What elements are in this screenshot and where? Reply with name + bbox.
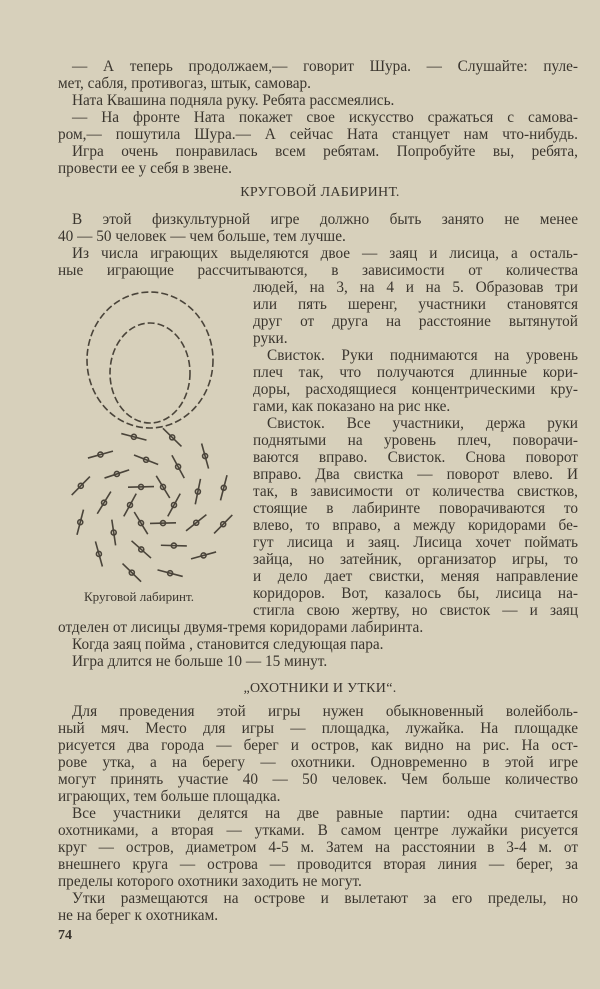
text-line: Утки размещаются на острове и вылетают за его пределы, но <box>72 890 578 907</box>
text-line: В этой физкультурной игре должно быть занято не менее <box>72 211 578 228</box>
text-line: Свисток. Руки поднимаются на уровень <box>267 347 578 364</box>
text-line: людей, на 3, на 4 и на 5. Образовав три <box>253 279 578 296</box>
text-line: мет, сабля, противогаз, штык, самовар. <box>58 75 312 92</box>
text-line: ваются вправо. Свисток. Снова поворот <box>253 449 578 466</box>
text-line: поднятыми на уровень плеч, поворачи- <box>253 432 578 449</box>
player-figure <box>156 476 170 498</box>
player-figure <box>214 515 232 534</box>
player-figure <box>172 455 184 478</box>
text-line: коридоров. Вот, казалось бы, лисица на- <box>253 585 578 602</box>
text-line: — На фронте Ната покажет свое искусство сражаться с самова- <box>72 109 578 126</box>
player-figure <box>112 520 116 546</box>
player-figure <box>161 545 187 546</box>
text-line: отделен от лисицы двумя-тремя коридорами лабиринта. <box>58 619 424 636</box>
text-line: Для проведения этой игры нужен обыкновенный волейболь- <box>72 703 578 720</box>
paragraphs-intro <box>58 58 578 177</box>
text-line: и дело дает свистки, меняя направление <box>253 568 578 585</box>
text-line: круг — остров, диаметром 4-5 м. Затем на расстоянии в 3-4 м. от <box>58 839 578 856</box>
player-figure <box>134 512 148 534</box>
inner-circle-of-players <box>110 323 190 423</box>
text-line: не на берег к охотникам. <box>58 907 219 924</box>
section-heading-circular-labyrinth: КРУГОВОЙ ЛАБИРИНТ. <box>240 185 400 200</box>
text-line: рове утка, а на берегу — охотники. Одновременно в этой игре <box>58 754 578 771</box>
text-line: вправо. Два свистка — поворот влево. И <box>253 466 578 483</box>
text-line: или пять шеренг, участники становятся <box>253 296 578 313</box>
text-line: могут принять участие 40 — 50 человек. Чем больше количество <box>58 771 578 788</box>
player-figure <box>72 477 90 496</box>
text-line: зайца, но затейник, организатор игры, то <box>253 551 578 568</box>
text-line: ром,— пошутила Шура.— А сейчас Ната станцует нам что-нибудь. <box>58 126 578 143</box>
text-line: гами, как показано на рис нке. <box>253 398 451 415</box>
text-line: ный мяч. Место для игры — площадка, лужайка. На площадке <box>58 720 578 737</box>
text-line: охотниками, а вторая — утками. В самом центре лужайки рисуется <box>58 822 578 839</box>
text-line: пределы которого охотники заходить не могут. <box>58 873 362 890</box>
outer-circle-of-players <box>87 292 213 428</box>
section-hunters-and-ducks <box>58 703 578 924</box>
player-figure <box>163 428 182 446</box>
page-number: 74 <box>58 928 72 943</box>
text-line: Игра очень понравилась всем ребятам. Попробуйте вы, ребята, <box>72 143 578 160</box>
text-line: 40 — 50 человек — чем больше, тем лучше. <box>58 228 346 245</box>
text-line: — А теперь продолжаем,— говорит Шура. — Слушайте: пуле- <box>72 58 578 75</box>
text-line: руки. <box>253 330 288 347</box>
text-line: Из числа играющих выделяются двое — заяц и лисица, а осталь- <box>72 245 578 262</box>
text-line: друг от друга на расстояние вытянутой <box>253 313 578 330</box>
text-line: стигла свою жертву, но свисток — и заяц <box>253 602 578 619</box>
text-line: доры, расходящиеся концентрическими кру- <box>253 381 578 398</box>
player-figure <box>134 455 158 465</box>
player-figure <box>128 487 154 488</box>
text-line: провести ее у себя в звене. <box>58 160 232 177</box>
text-line: Все участники делятся на две равные партии: одна считается <box>72 805 578 822</box>
text-line: плеч так, что получаются длинные кори- <box>253 364 578 381</box>
section-heading-hunters-and-ducks: „ОХОТНИКИ И УТКИ“. <box>243 681 397 696</box>
text-line: Свисток. Все участники, держа руки <box>267 415 578 432</box>
circular-labyrinth-illustration <box>60 285 240 585</box>
text-line: Ната Квашина подняла руку. Ребята рассмеялись. <box>72 92 395 109</box>
player-figure <box>150 523 176 524</box>
figure-caption: Круговой лабиринт. <box>84 589 194 604</box>
text-line: внешнего круга — острова — проводится вторая линия — берег, за <box>58 856 578 873</box>
player-figure <box>97 492 111 514</box>
player-figure <box>132 541 151 558</box>
text-line: Игра длится не больше 10 — 15 минут. <box>72 653 328 670</box>
text-line: рисуется два города — берег и остров, как видно на рис. На ост- <box>58 737 578 754</box>
text-line: влево, то вправо, а между коридорами бе- <box>253 517 578 534</box>
player-figure <box>123 564 142 582</box>
radiating-player-lines <box>72 428 233 581</box>
text-line: гут лисица и заяц. Лисица хочет поймать <box>253 534 578 551</box>
text-line: Когда заяц пойма , становится следующая пара. <box>72 636 384 653</box>
text-line: так, в зависимости от количества свистков, <box>253 483 578 500</box>
text-line: ные играющие рассчитываются, в зависимости от количества <box>58 262 578 279</box>
player-figure <box>186 515 206 531</box>
text-line: играющих, тем больше площадка. <box>58 788 281 805</box>
text-line: стоящие в лабиринте поворачиваются то <box>253 500 578 517</box>
